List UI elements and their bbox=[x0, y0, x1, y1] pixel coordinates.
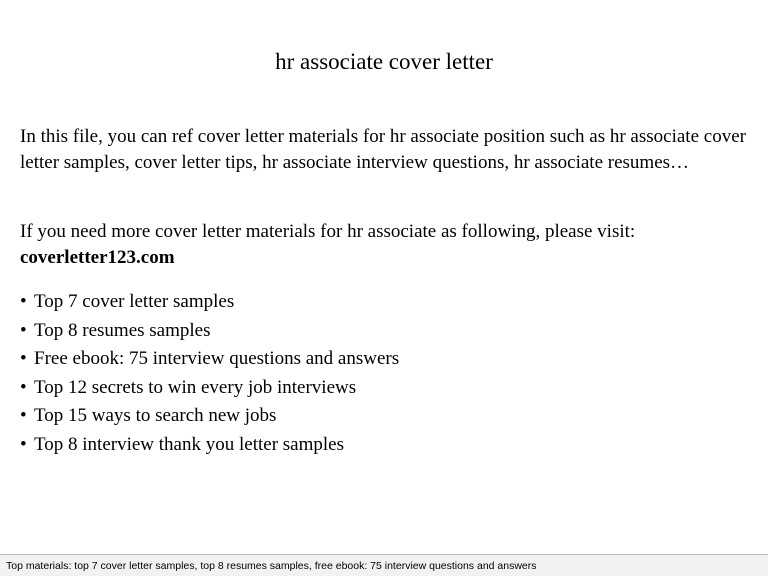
bullet-icon: • bbox=[20, 433, 27, 455]
list-item bbox=[20, 317, 755, 346]
list-item-label: Free ebook: 75 interview questions and answers bbox=[34, 348, 400, 369]
list-item bbox=[20, 374, 755, 403]
list-item-label: Top 7 cover letter samples bbox=[34, 291, 235, 312]
bullet-icon: • bbox=[20, 405, 27, 426]
list-item bbox=[20, 288, 755, 317]
list-item-label: Top 8 interview thank you letter samples bbox=[34, 433, 344, 455]
intro-paragraph: In this file, you can ref cover letter materials for hr associate position such as hr associate cover letter samples, cover letter tips, hr associate interview questions, hr associate resumes… bbox=[20, 126, 746, 173]
list-item-label: Top 8 resumes samples bbox=[34, 319, 211, 341]
list-item-label: Top 12 secrets to win every job interviews bbox=[34, 376, 357, 398]
list-item bbox=[20, 431, 755, 460]
bullet-icon: • bbox=[20, 376, 27, 398]
bullet-icon: • bbox=[20, 348, 27, 369]
footer-bar: Top materials: top 7 cover letter samples, top 8 resumes samples, free ebook: 75 interview questions and answers bbox=[0, 554, 768, 576]
page-title: hr associate cover letter bbox=[275, 49, 493, 74]
list-item bbox=[20, 402, 755, 431]
list-item bbox=[20, 345, 755, 374]
website-link[interactable]: coverletter123.com bbox=[20, 247, 175, 268]
materials-list bbox=[20, 288, 755, 459]
visit-paragraph bbox=[20, 219, 755, 271]
bullet-icon: • bbox=[20, 291, 27, 312]
visit-text: If you need more cover letter materials for hr associate as following, please visit: bbox=[20, 221, 636, 242]
list-item-label: Top 15 ways to search new jobs bbox=[34, 405, 277, 426]
bullet-icon: • bbox=[20, 319, 27, 341]
